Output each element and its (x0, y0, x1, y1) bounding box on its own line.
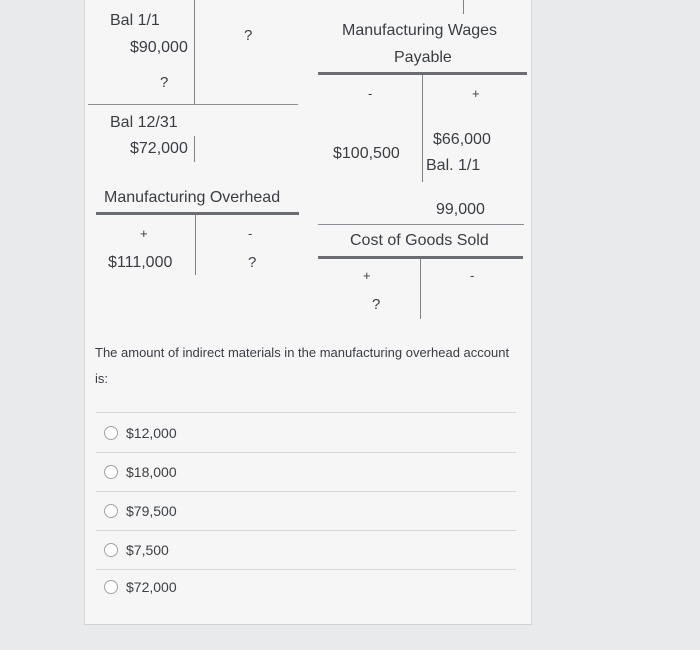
raw-materials-debit-unknown: ? (160, 74, 169, 91)
answer-option-5[interactable] (104, 575, 304, 599)
option-separator (96, 412, 516, 413)
cogs-minus-sign: - (470, 268, 475, 283)
raw-materials-bal-end-vertical (194, 136, 195, 162)
wages-credit-value-2: 99,000 (436, 201, 485, 218)
wages-plus-sign: + (472, 86, 480, 101)
overhead-debit-value: $111,000 (108, 254, 173, 271)
cogs-plus-sign: + (363, 268, 371, 283)
raw-materials-credit-unknown: ? (244, 27, 253, 44)
option-separator (96, 452, 516, 453)
option-separator (96, 569, 516, 570)
overhead-header-line (96, 212, 299, 215)
cogs-t-vertical (420, 259, 421, 319)
wages-credit-value: $66,000 (433, 131, 491, 148)
radio-button-icon[interactable] (104, 543, 118, 557)
cogs-debit-unknown: ? (372, 296, 381, 313)
wages-minus-sign: - (368, 86, 373, 101)
option-separator (96, 530, 516, 531)
question-text-line1: The amount of indirect materials in the manufacturing overhead account (95, 345, 510, 360)
radio-button-icon[interactable] (104, 465, 118, 479)
answer-option-label: $7,500 (126, 542, 169, 558)
cogs-title: Cost of Goods Sold (350, 232, 489, 249)
wages-title-line2: Payable (394, 49, 452, 66)
wages-credit-label: Bal. 1/1 (426, 157, 481, 174)
overhead-t-vertical (195, 215, 196, 275)
wages-debit-value: $100,500 (333, 145, 400, 162)
raw-materials-bal-begin-label: Bal 1/1 (110, 12, 160, 29)
radio-button-icon[interactable] (104, 504, 118, 518)
answer-option-label: $12,000 (126, 425, 177, 441)
overhead-plus-sign: + (140, 226, 148, 241)
radio-button-icon[interactable] (104, 426, 118, 440)
answer-option-2[interactable] (104, 460, 304, 484)
wages-title-line1: Manufacturing Wages (342, 22, 498, 39)
raw-materials-bal-end-label: Bal 12/31 (110, 114, 178, 131)
answer-option-label: $18,000 (126, 464, 177, 480)
question-text-line2: is: (95, 371, 108, 386)
wages-t-vertical (422, 75, 423, 182)
wages-total-line (318, 224, 524, 225)
answer-option-3[interactable] (104, 499, 304, 523)
overhead-title: Manufacturing Overhead (104, 189, 281, 206)
raw-materials-total-line (88, 104, 298, 105)
answer-option-label: $72,000 (126, 579, 177, 595)
answer-option-1[interactable] (104, 421, 304, 445)
overhead-credit-unknown: ? (248, 254, 257, 271)
raw-materials-bal-begin-value: $90,000 (130, 39, 188, 56)
option-separator (96, 491, 516, 492)
question-card (84, 0, 532, 625)
overhead-minus-sign: - (248, 226, 253, 241)
raw-materials-bal-end-value: $72,000 (130, 140, 188, 157)
answer-option-label: $79,500 (126, 503, 177, 519)
wages-top-tick (463, 0, 464, 14)
raw-materials-t-vertical (194, 0, 195, 104)
radio-button-icon[interactable] (104, 580, 118, 594)
answer-option-4[interactable] (104, 538, 304, 562)
